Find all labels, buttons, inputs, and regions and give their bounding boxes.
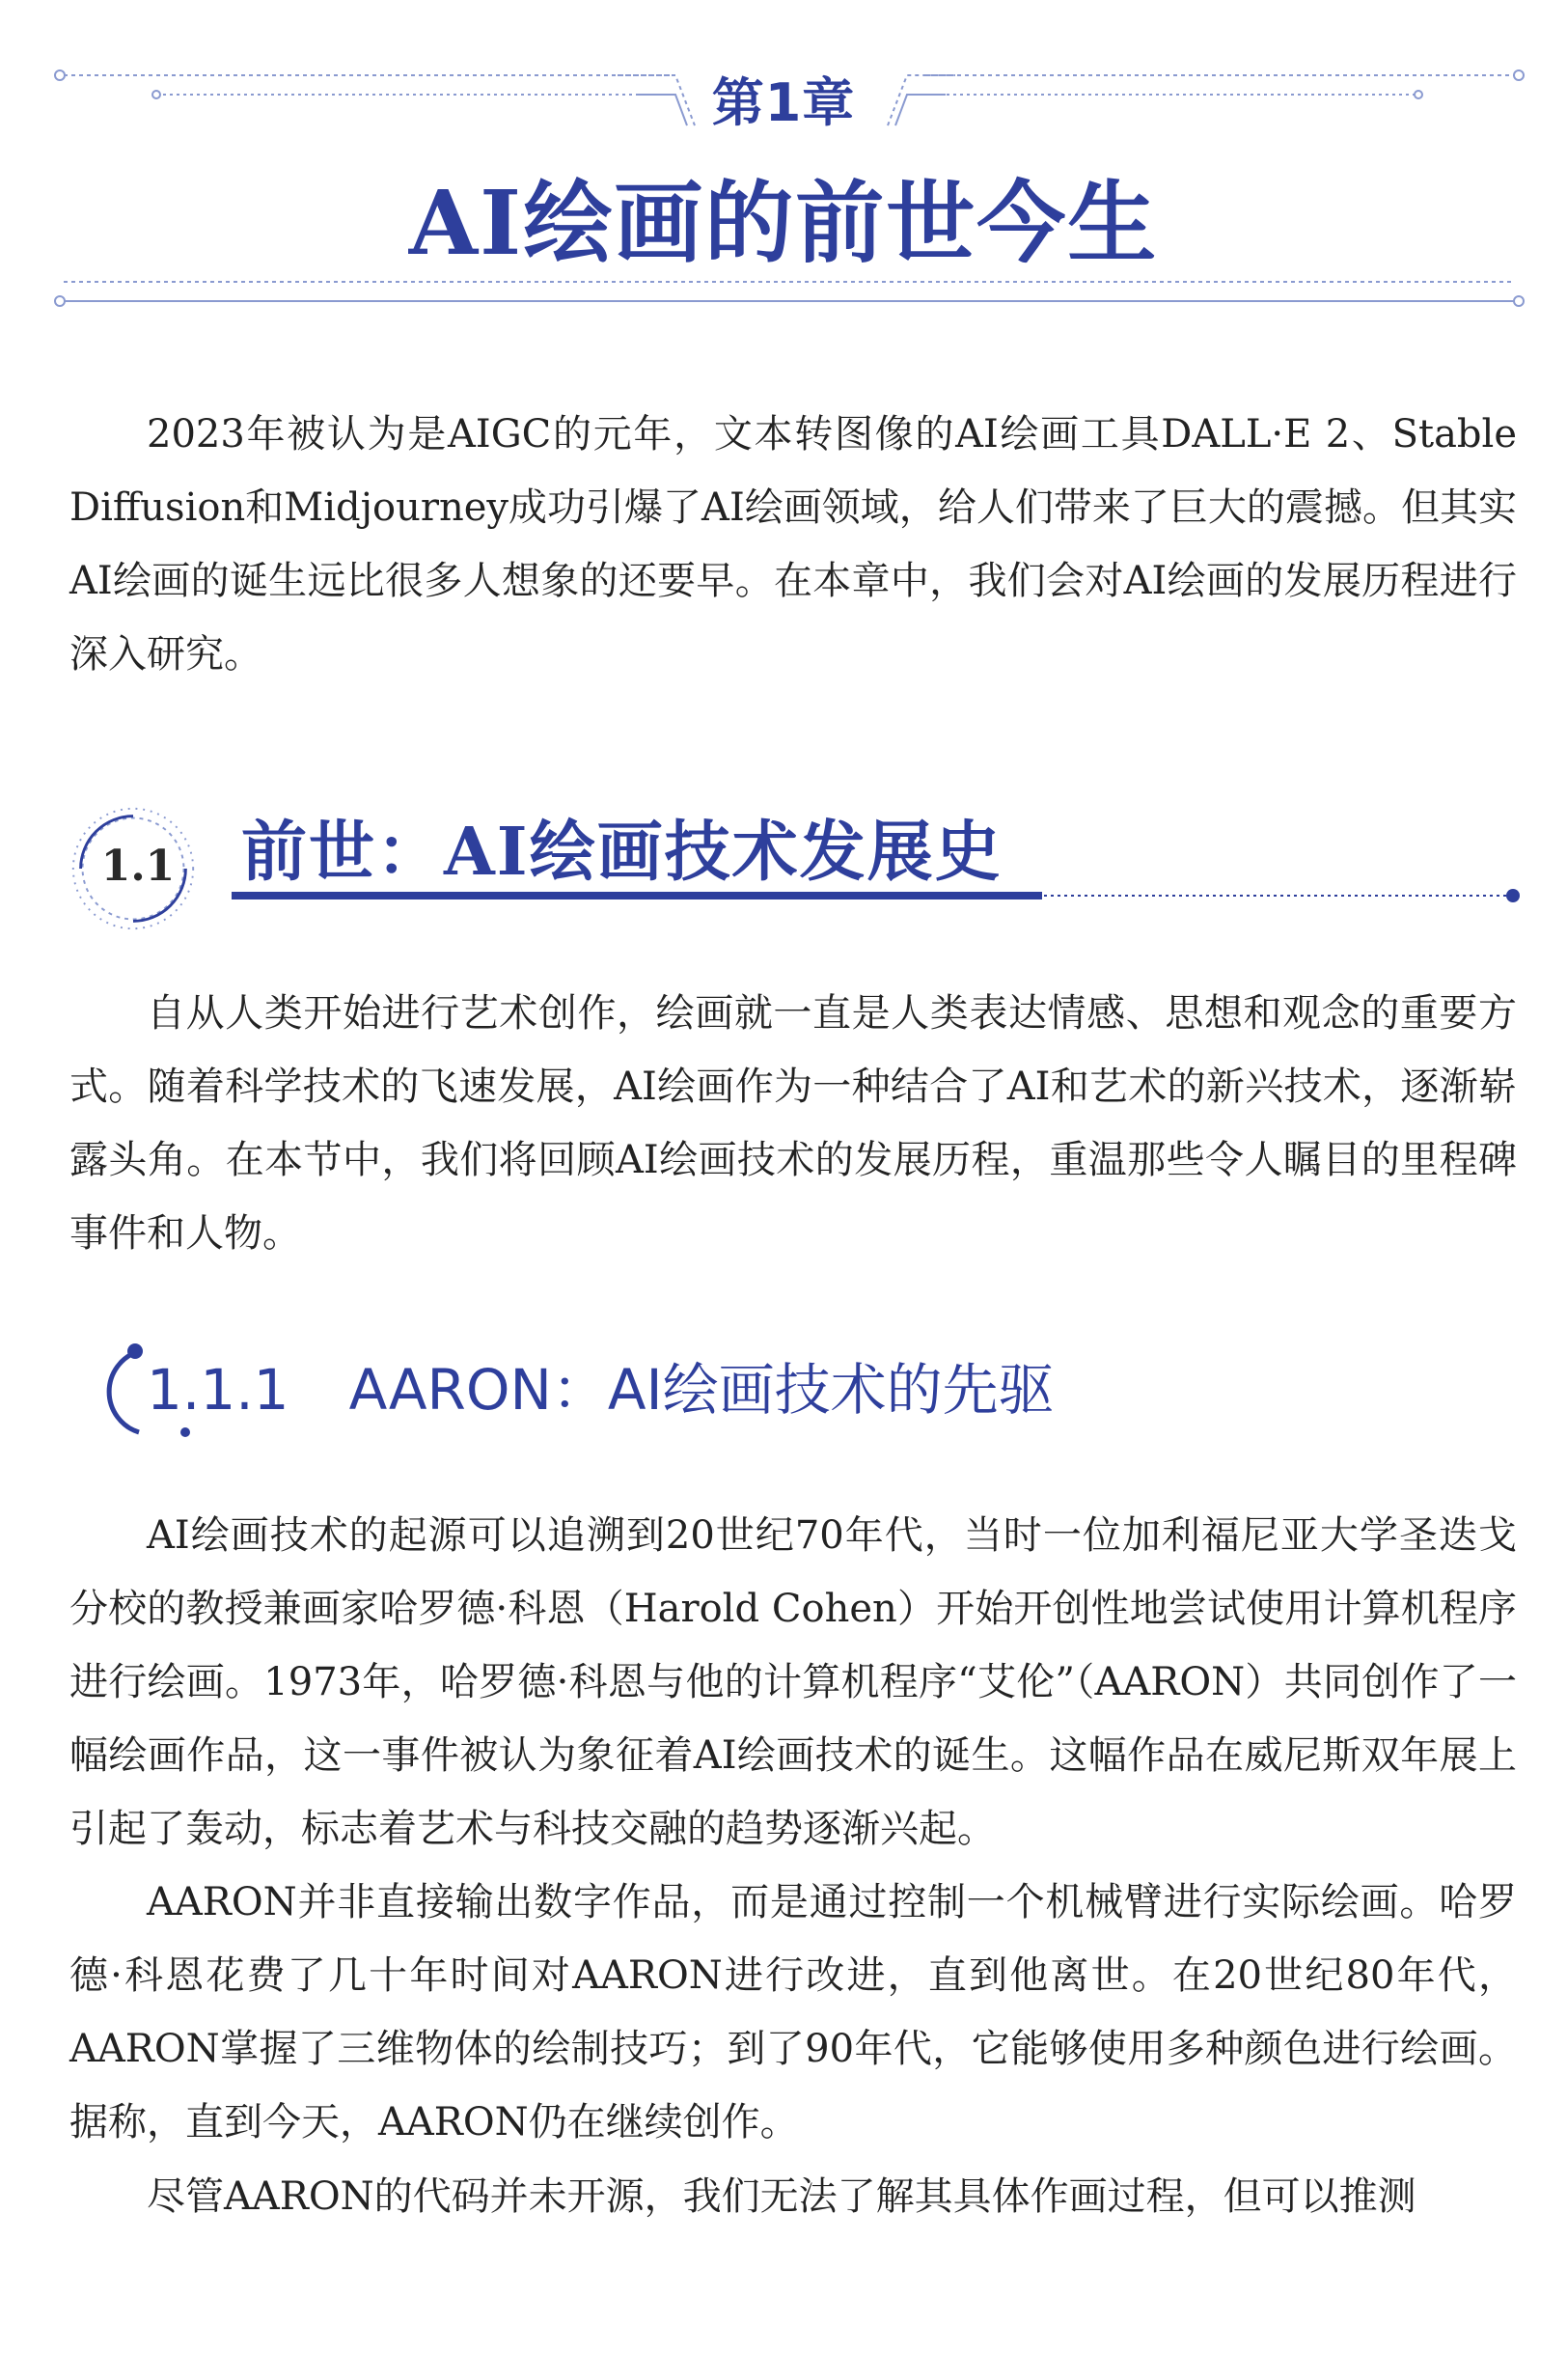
- subsection-heading: [147, 1351, 1055, 1428]
- intro-paragraph: 2023年被认为是AIGC的元年，文本转图像的AI绘画工具DALL·E 2、Stable Diffusion和Midjourney成功引爆了AI绘画领域，给人们带来了巨大的震撼。但其实AI绘画的诞生远比很多人想象的还要早。在本章中，我们会对AI绘画的发展历程进行深入研究。: [69, 412, 1517, 677]
- subsection-paragraph: AI绘画技术的起源可以追溯到20世纪70年代，当时一位加利福尼亚大学圣迭戈分校的教授兼画家哈罗德·科恩（Harold Cohen）开始开创性地尝试使用计算机程序进行绘画。1973年，哈罗德·科恩与他的计算机程序“艾伦”（AARON）共同创作了一幅绘画作品，这一事件被认为象征着AI绘画技术的诞生。这幅作品在威尼斯双年展上引起了轰动，标志着艺术与科技交融的趋势逐渐兴起。: [69, 1513, 1517, 1851]
- chapter-label: 第1章: [711, 72, 856, 133]
- section-title: 前世：AI绘画技术发展史: [241, 814, 1003, 891]
- section-paragraph: 自从人类开始进行艺术创作，绘画就一直是人类表达情感、思想和观念的重要方式。随着科学技术的飞速发展，AI绘画作为一种结合了AI和艺术的新兴技术，逐渐崭露头角。在本节中，我们将回顾AI绘画技术的发展历程，重温那些令人瞩目的里程碑事件和人物。: [69, 991, 1517, 1256]
- subsection-title: AARON：AI绘画技术的先驱: [348, 1357, 1055, 1423]
- chapter-title: AI绘画的前世今生: [408, 171, 1159, 275]
- section-underline: [232, 886, 1525, 905]
- subsection-number: 1.1.1: [147, 1357, 289, 1423]
- section-number: 1.1: [100, 842, 176, 891]
- subsection-paragraph: AARON并非直接输出数字作品，而是通过控制一个机械臂进行实际绘画。哈罗德·科恩花费了几十年时间对AARON进行改进，直到他离世。在20世纪80年代，AARON掌握了三维物体的绘制技巧；到了90年代，它能够使用多种颜色进行绘画。据称，直到今天，AARON仍在继续创作。: [69, 1880, 1517, 2145]
- subsection-paragraph: 尽管AARON的代码并未开源，我们无法了解其具体作画过程，但可以推测: [147, 2174, 1416, 2219]
